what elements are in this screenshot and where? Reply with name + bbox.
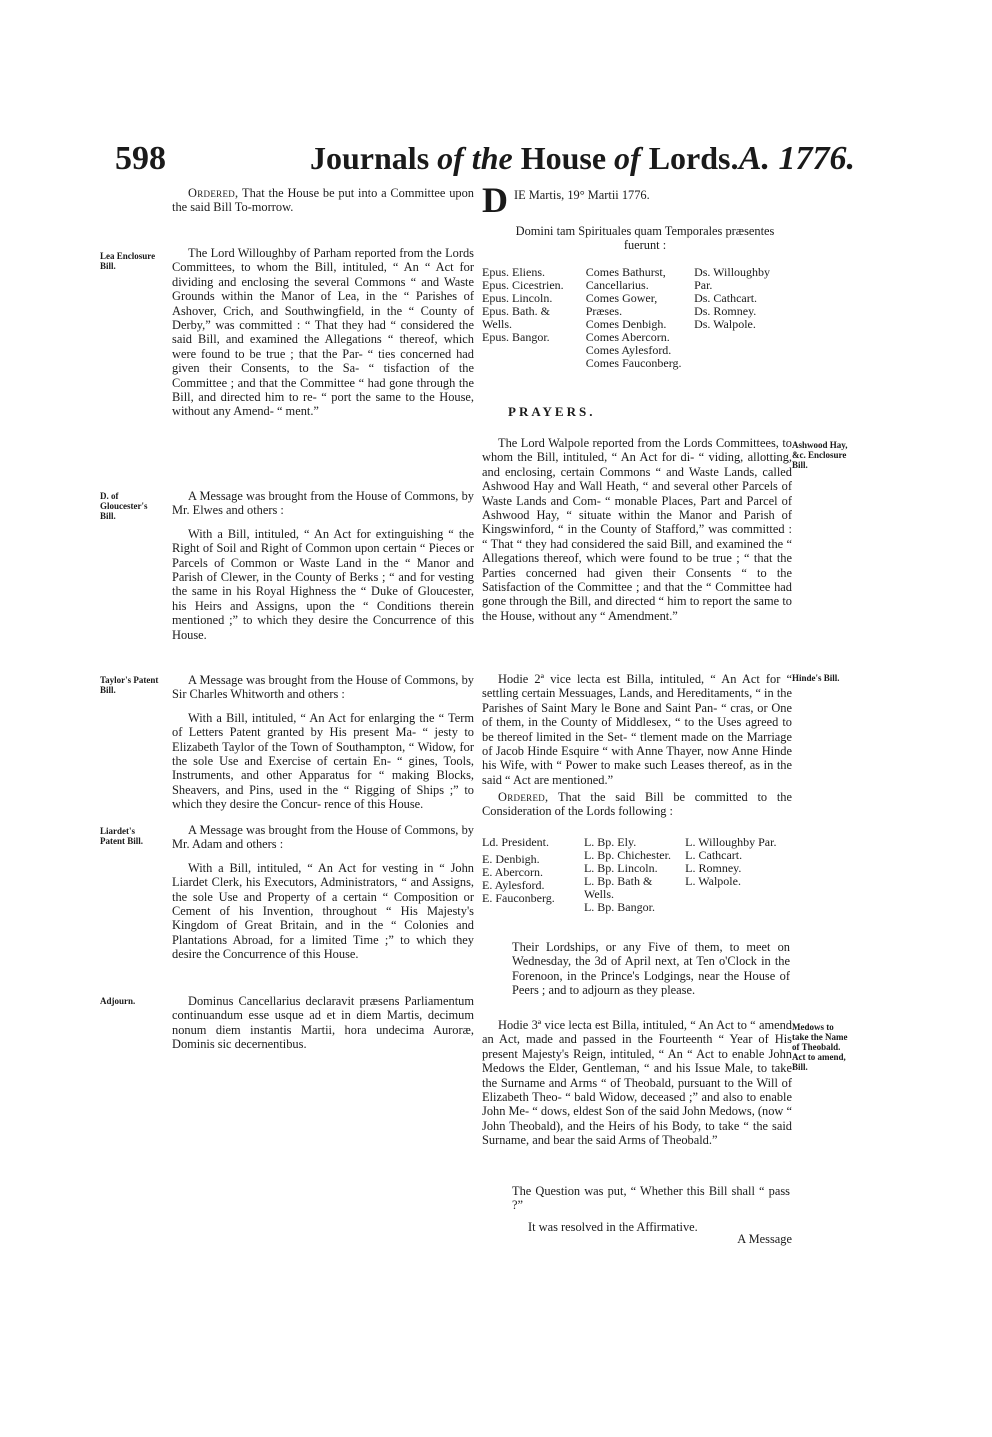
attendance-earl: Comes Bathurst, Cancellarius.	[585, 265, 666, 292]
attendance-bishop: Epus. Cicestrien.	[482, 278, 564, 292]
committee-member: L. Romney.	[685, 861, 742, 875]
attendance-earl: Comes Gower, Præses.	[585, 291, 658, 318]
committee-member: L. Cathcart.	[685, 848, 743, 862]
lordships-text: Their Lordships, or any Five of them, to meet on Wednesday, the 3d of April next, at Ten o'Clock in the Forenoon, in the Prince's Lodgings, near the House of Peers ; and to adjourn as they please.	[512, 940, 790, 998]
ashwood-text: The Lord Walpole reported from the Lords Committees, to whom the Bill, intituled, “ An Act for di- “ viding, allotting, and enclosing, certain Commons “ and Waste Lands, called Ashwood Hay and Wall Heath, “ and several other Parcels of Waste Lands and Com- “ monable Places, Part and Parcel of Ashwood Hay, “ situate within the Manor and Parish of Kingswinford, “ in the County of Stafford,” was committed : “ That “ they had considered the said Bill, and examined the “ Allegations thereof, which were found to be true ; “ that the Parties concerned had given their Consents “ to the Satisfaction of the Committee ; and that the “ Committee had gone through the Bill, and directed “ him to report the same to the House, without any “ Amendment.”	[482, 436, 792, 623]
domini-line	[500, 224, 790, 253]
question-text: The Question was put, “ Whether this Bill shall “ pass ?”	[512, 1184, 790, 1213]
title-house: House	[512, 140, 615, 176]
attendance-earl: Comes Fauconberg.	[585, 356, 682, 370]
committee-member: E. Abercorn.	[482, 865, 543, 879]
lordships-paragraph	[512, 940, 790, 998]
margin-note-hinde: Hinde's Bill.	[792, 673, 840, 683]
ordered2-text: That the said Bill be committed to the Consideration of the Lords following :	[482, 790, 792, 819]
committee-member: E. Fauconberg.	[482, 891, 555, 905]
gloucester-message-text: A Message was brought from the House of Commons, by Mr. Elwes and others :	[172, 489, 474, 518]
lea-enclosure-text: The Lord Willoughby of Parham reported from the Lords Committees, to whom the Bill, intituled, “ An “ Act for dividing and enclosing the several Commons “ and Waste Grounds within the Manor of Lea, in the “ Parishes of Ashover, Crich, and Southwingfield, in the “ County of Derby,” was committed : “ That they had “ considered the said Bill, and examined the Allegations “ thereof, which were found to be true ; that the Par- “ ties concerned had given their Consents, to the Sa- “ tisfaction of the Committee ; and that the Committee “ had gone through the Bill, and directed him to re- “ port the same to the House, without any Amend- “ ment.”	[172, 246, 474, 419]
domini-text: Domini tam Spirituales quam Temporales præsentes fuerunt :	[515, 224, 775, 253]
margin-note-gloucester: D. of Gloucester's Bill.	[100, 491, 148, 521]
attendance-earl: Comes Aylesford.	[585, 343, 672, 357]
margin-note-medows: Medows to take the Name of Theobald. Act to amend, Bill.	[792, 1022, 848, 1072]
title-journals: Journals	[310, 140, 438, 176]
ordered-committee-paragraph	[482, 790, 792, 819]
gloucester-bill-text: With a Bill, intituled, “ An Act for extinguishing “ the Right of Soil and Right of Common upon certain “ Pieces or Parcels of Common or Waste Land in the “ Manor and Parish of Clewer, in the County of Berks ; “ and for vesting the same in his Royal Highness the “ Duke of Gloucester, his Heirs and Assigns, upon the “ Conditions therein mentioned ;” to which they desire the Concurrence of this House.	[172, 526, 474, 642]
committee-member: E. Aylesford.	[482, 878, 545, 892]
adjourn-paragraph	[172, 994, 474, 1052]
attendance-bishop: Epus. Bangor.	[482, 330, 550, 344]
title-lords: Lords.	[640, 140, 739, 176]
catchword-line	[482, 1232, 792, 1246]
gloucester-message	[172, 489, 474, 642]
title-of-the: of the	[437, 140, 513, 176]
attendance-baron: Ds. Willoughby Par.	[694, 265, 771, 292]
committee-member: L. Bp. Bath & Wells.	[583, 874, 653, 901]
medows-text: Hodie 3ª vice lecta est Billa, intituled, “ An Act to “ amend an Act, made and passed in the Fourteenth “ Year of His present Majesty's Reign, intituled, “ An “ Act to enable John Medows the Elder, Gentleman, “ and his Issue Male, to take the Surname and Arms “ of Theobald, pursuant to the Will of Elizabeth Theo- “ bald Widow, deceased ;” and also to enable John Me- “ dows, eldest Son of the said John Medows, (now “ John Theobald), and the Heirs of his Body, to take “ the said Surname, and bear the said Arms of Theobald.”	[482, 1018, 792, 1148]
taylor-message-text: A Message was brought from the House of Commons, by Sir Charles Whitworth and others :	[172, 673, 474, 702]
committee-member: E. Denbigh.	[482, 852, 540, 866]
margin-note-lea-enclosure: Lea Enclosure Bill.	[100, 251, 156, 271]
question-paragraph	[512, 1184, 790, 1213]
attendance-earl: Comes Abercorn.	[585, 330, 670, 344]
ordered-text: That the House be put into a Committee upon the said Bill To-morrow.	[172, 186, 474, 215]
committee-member: L. Bp. Chichester.	[583, 848, 671, 862]
title-of: of	[614, 140, 641, 176]
prayers-heading	[482, 404, 792, 420]
attendance-baron: Ds. Romney.	[694, 304, 757, 318]
margin-note-liardet: Liardet's Patent Bill.	[100, 826, 143, 846]
attendance-list	[482, 266, 792, 370]
attendance-bishop: Epus. Bath. & Wells.	[482, 304, 550, 331]
sitting-date	[482, 180, 792, 220]
ordered-label: Ordered,	[188, 186, 239, 200]
attendance-bishop: Epus. Lincoln.	[482, 291, 553, 305]
liardet-message-text: A Message was brought from the House of Commons, by Mr. Adam and others :	[172, 823, 474, 852]
attendance-bishop: Epus. Eliens.	[482, 265, 545, 279]
taylor-bill-text: With a Bill, intituled, “ An Act for enlarging the “ Term of Letters Patent granted by His present Ma- “ jesty to Elizabeth Taylor of the Town of Southampton, “ Widow, for the sole Use and Exercise of certain En- “ gines, Tools, Instruments, and other Apparatus for “ making Blocks, Sheavers, and Pins, used in the “ Rigging of Ships ;” to which they desire the Concur- rence of this House.	[172, 710, 474, 812]
margin-note-ashwood: Ashwood Hay, &c. Enclosure Bill.	[792, 440, 848, 470]
drop-cap: D	[482, 180, 508, 220]
ordered-paragraph	[172, 186, 474, 215]
prayers-text: PRAYERS.	[508, 404, 596, 419]
taylor-message	[172, 673, 474, 812]
committee-member: L. Bp. Lincoln.	[583, 861, 658, 875]
hinde-paragraph	[482, 672, 792, 787]
running-title	[310, 140, 738, 177]
committee-member: Ld. President.	[482, 835, 549, 849]
attendance-earl: Comes Denbigh.	[585, 317, 667, 331]
ashwood-paragraph	[482, 436, 792, 623]
attendance-baron: Ds. Walpole.	[694, 317, 756, 331]
committee-member: L. Bp. Ely.	[583, 835, 637, 849]
adjourn-text: Dominus Cancellarius declaravit præsens Parliamentum continuandum esse usque ad et in diem Martis, decimum nonum diem instantis Martii, hora undecima Auroræ, Dominis sic decernentibus.	[172, 994, 474, 1052]
committee-member: L. Walpole.	[685, 874, 741, 888]
resolved-text: It was resolved in the Affirmative.	[528, 1220, 698, 1234]
lea-enclosure-paragraph	[172, 246, 474, 419]
liardet-message	[172, 823, 474, 962]
committee-member: L. Bp. Bangor.	[583, 900, 655, 914]
ordered2-label: Ordered,	[498, 790, 549, 804]
sitting-date-text: IE Martis, 19° Martii 1776.	[514, 188, 650, 202]
committee-member: L. Willoughby Par.	[685, 835, 777, 849]
catchword: A Message	[737, 1232, 792, 1246]
margin-note-adjourn: Adjourn.	[100, 996, 136, 1006]
page-year: A. 1776.	[738, 140, 855, 177]
page-number: 598	[115, 140, 166, 177]
hinde-text: Hodie 2ª vice lecta est Billa, intituled, “ An Act for “ settling certain Messuages, Lands, and Hereditaments, “ in the Parishes of Saint Mary le Bone and Saint Pan- “ cras, or One of them, in the County of Middlesex, “ to the Uses agreed to be thereof limited in the Set- “ tlement made on the Marriage of Jacob Hinde Esquire “ with Anne Thayer, now Anne Hinde his Wife, with “ Power to make such Leases thereof, as in the said “ Act are mentioned.”	[482, 672, 792, 787]
medows-paragraph	[482, 1018, 792, 1148]
margin-note-taylor: Taylor's Patent Bill.	[100, 675, 159, 695]
attendance-baron: Ds. Cathcart.	[694, 291, 758, 305]
committee-list	[482, 836, 792, 914]
liardet-bill-text: With a Bill, intituled, “ An Act for vesting in “ John Liardet Clerk, his Executors, Administrators, “ and Assigns, the sole Use and Property of a certain “ Composition or Cement of his Invention, throughout “ His Majesty's Kingdom of Great Britain, and in the “ Colonies and Plantations Abroad, for a limited Time ;” to which they desire the Concurrence of this House.	[172, 860, 474, 962]
